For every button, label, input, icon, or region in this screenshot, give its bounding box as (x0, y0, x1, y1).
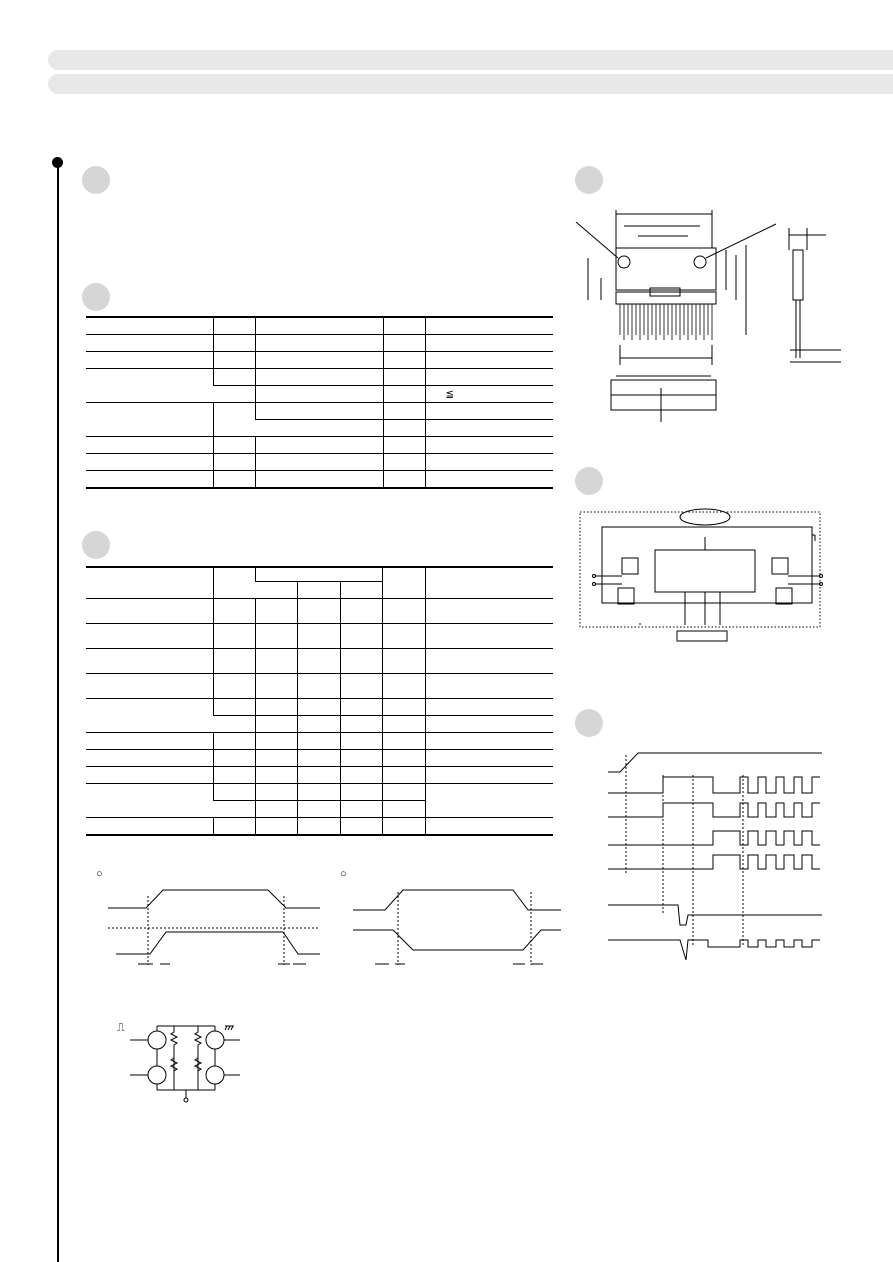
package-dimension-drawing (576, 210, 846, 440)
timing-chart (608, 745, 823, 970)
section-bullet-package (575, 166, 603, 194)
section-bullet-block-diagram (575, 467, 603, 495)
electrical-characteristics-table (86, 566, 553, 836)
section-bullet-max-ratings (82, 283, 110, 311)
switching-waveform-right (353, 880, 565, 970)
test-circuit-diagram (130, 1020, 245, 1102)
block-diagram (580, 505, 885, 645)
ratings-note-cell: ≦ (425, 386, 553, 403)
section-bullet-timing (575, 709, 603, 737)
section-bullet-electrical (82, 531, 110, 559)
switching-waveform-left (108, 880, 323, 970)
header-band-bottom (48, 74, 893, 94)
header-band-top (48, 50, 893, 70)
page-margin-rule (57, 162, 59, 1262)
section-bullet-features (82, 166, 110, 194)
max-ratings-table (86, 316, 553, 489)
margin-rule-dot (52, 157, 63, 168)
waveform-left-marker: ○ (96, 868, 103, 880)
test-pulse-symbol: ⎍ (117, 1022, 125, 1034)
waveform-right-marker: ○ (340, 868, 347, 880)
